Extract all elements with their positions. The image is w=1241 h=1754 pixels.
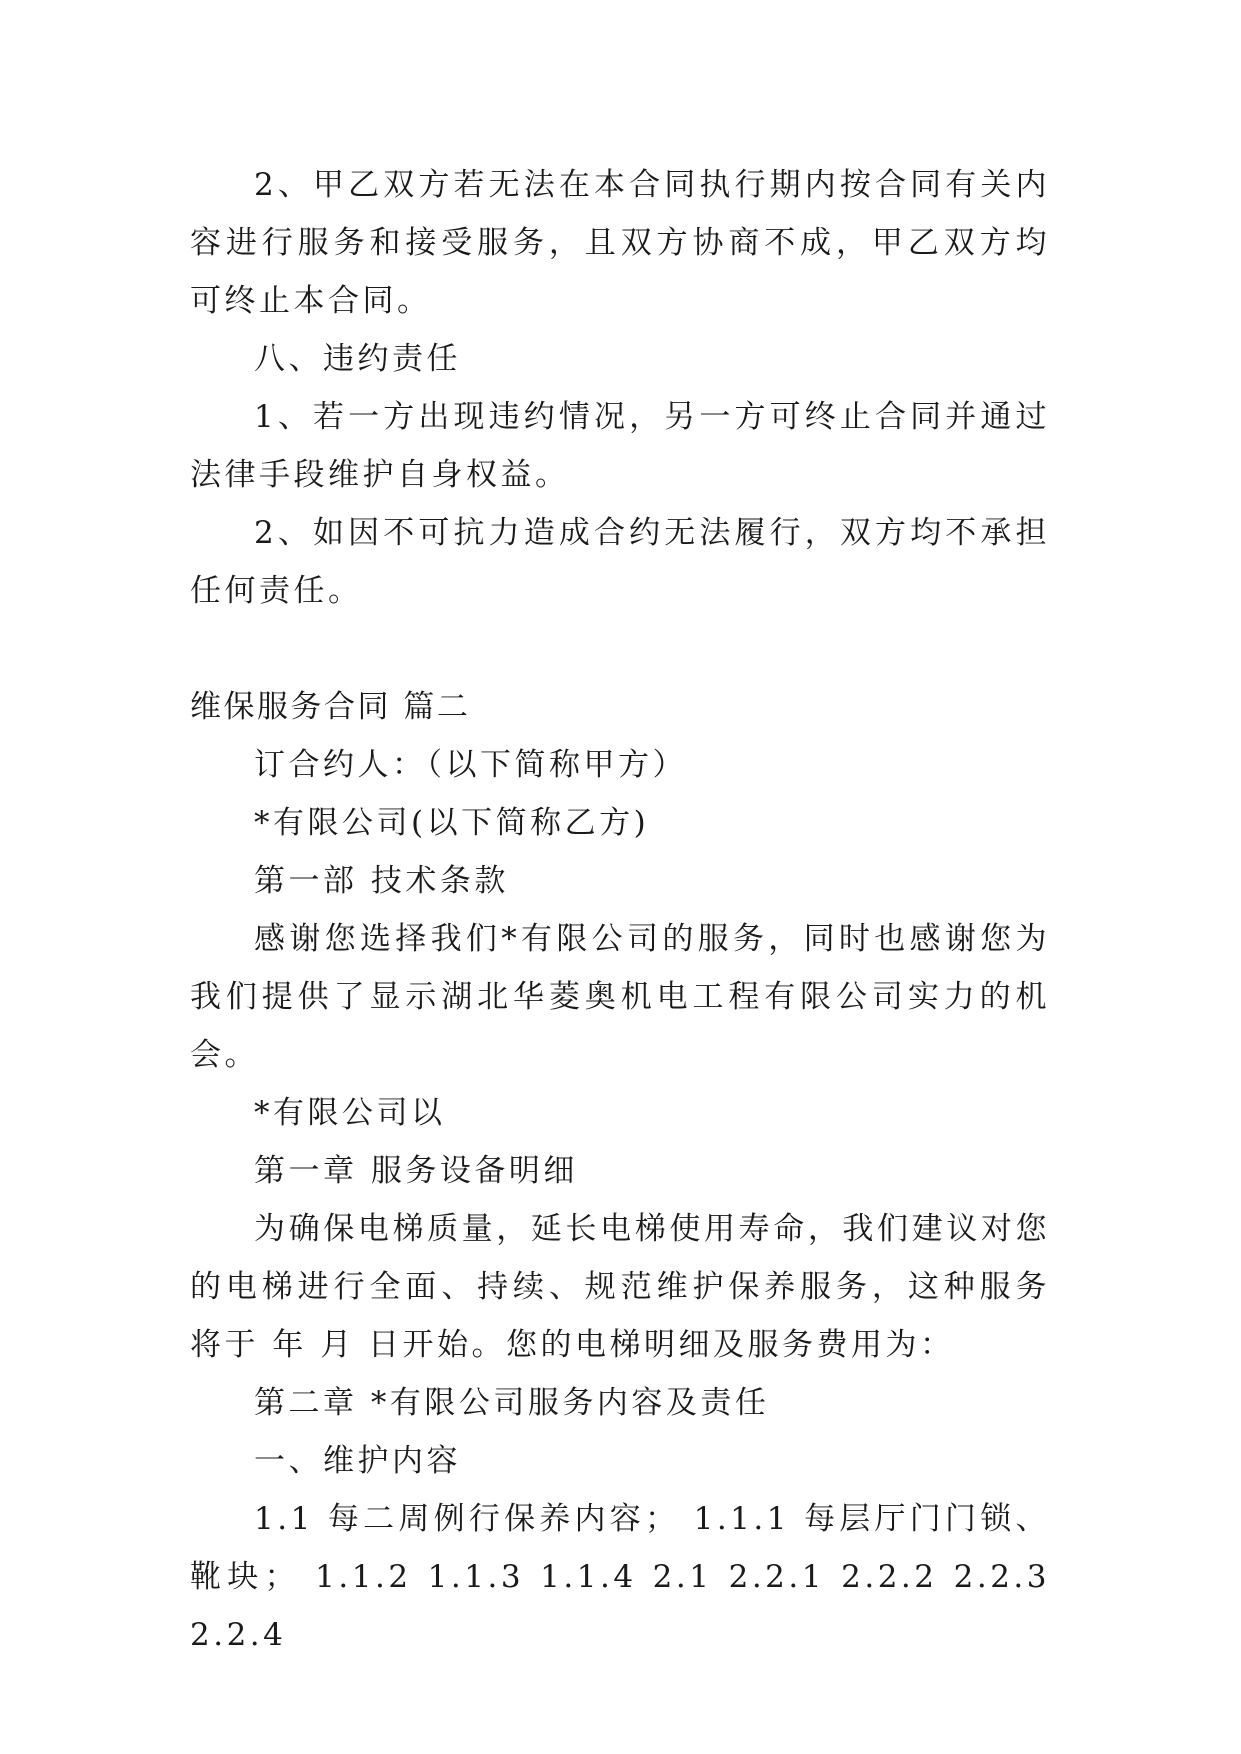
paragraph-maintenance-items: 1.1 每二周例行保养内容； 1.1.1 每层厅门门锁、靴块； 1.1.2 1.1.3 1.1.4 2.1 2.2.1 2.2.2 2.2.3 2.2.4 — [190, 1501, 1050, 1653]
heading-part-one: 第一部 技术条款 — [254, 863, 509, 899]
heading-chapter-one: 第一章 服务设备明细 — [254, 1153, 578, 1189]
paragraph-breach-clause-1: 1、若一方出现违约情况，另一方可终止合同并通过法律手段维护自身权益。 — [190, 399, 1050, 493]
heading-maintenance-content: 一、维护内容 — [254, 1443, 461, 1479]
paragraph-termination-clause: 2、甲乙双方若无法在本合同执行期内按合同有关内容进行服务和接受服务，且双方协商不成，甲乙双方均可终止本合同。 — [190, 167, 1050, 319]
heading-breach-liability: 八、违约责任 — [254, 341, 461, 377]
paragraph-thanks: 感谢您选择我们*有限公司的服务，同时也感谢您为我们提供了显示湖北华菱奥机电工程有限公司实力的机会。 — [190, 921, 1050, 1073]
section-title: 维保服务合同 篇二 — [190, 689, 471, 725]
heading-chapter-two: 第二章 *有限公司服务内容及责任 — [254, 1385, 770, 1421]
paragraph-company: *有限公司以 — [254, 1095, 446, 1131]
paragraph-party-b: *有限公司(以下简称乙方) — [254, 805, 650, 841]
document-body — [190, 156, 1050, 1664]
paragraph-breach-clause-2: 2、如因不可抗力造成合约无法履行，双方均不承担任何责任。 — [190, 515, 1050, 609]
paragraph-service-intro: 为确保电梯质量，延长电梯使用寿命，我们建议对您的电梯进行全面、持续、规范维护保养服务，这种服务将于 年 月 日开始。您的电梯明细及服务费用为： — [190, 1211, 1050, 1363]
paragraph-party-a: 订合约人：（以下简称甲方） — [254, 747, 687, 783]
